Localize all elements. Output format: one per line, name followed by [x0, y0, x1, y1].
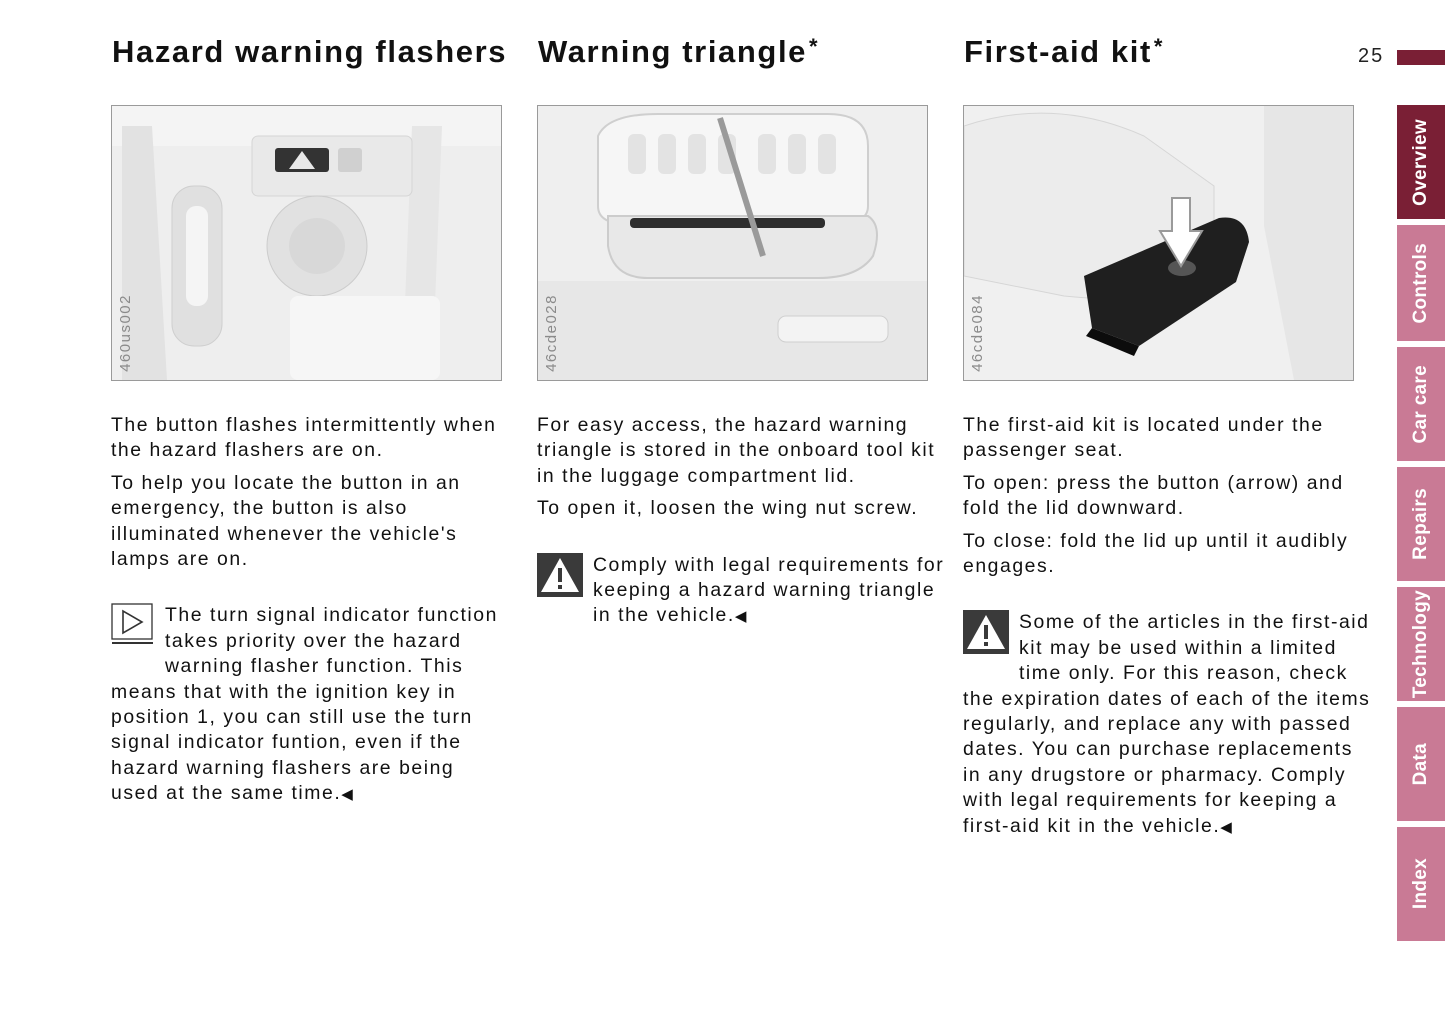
hazard-flashers-text: [111, 413, 509, 815]
image-code: 46cde084: [969, 294, 986, 372]
end-mark-icon: ◀: [341, 786, 355, 804]
first-aid-kit-text: [963, 413, 1375, 847]
note-paragraph: The turn signal indicator function takes priority over the hazard warning flasher function. This means that with the ignition key in position 1, you can still use the turn signal indicator funtion, even if the hazard warning flashers are being used at the same time.◀: [111, 604, 498, 805]
warning-triangle-icon: [537, 553, 583, 604]
body-paragraph: For easy access, the hazard warning triangle is stored in the onboard tool kit in the luggage compartment lid.: [537, 414, 936, 487]
section-title-warning-triangle: Warning triangle*: [538, 34, 820, 69]
section-title-first-aid-kit: First-aid kit*: [964, 34, 1165, 69]
body-paragraph: The first-aid kit is located under the passenger seat.: [963, 414, 1324, 462]
note-paragraph: Some of the articles in the first-aid kit may be used within a limited time only. For this reason, check the expiration dates of each of the items regularly, and replace any with passed dates. You can purchase replacements in any drugstore or pharmacy. Comply with legal requirements for keeping a first-aid kit in the vehicle.◀: [963, 611, 1371, 837]
body-paragraph: The button flashes intermittently when the hazard flashers are on.: [111, 414, 497, 462]
tab-repairs[interactable]: Repairs: [1397, 467, 1445, 581]
tab-technology[interactable]: Technology: [1397, 587, 1445, 701]
tab-index[interactable]: Index: [1397, 827, 1445, 941]
warning-triangle-photo: [537, 105, 928, 381]
tab-overview[interactable]: Overview: [1397, 105, 1445, 219]
page-number: 25: [1358, 45, 1385, 67]
image-code: 46cde028: [543, 294, 560, 372]
warning-triangle-text: [537, 413, 947, 637]
body-paragraph: To help you locate the button in an emergency, the button is also illuminated whenever the vehicle's lamps are on.: [111, 471, 461, 571]
tab-data[interactable]: Data: [1397, 707, 1445, 821]
tab-car-care[interactable]: Car care: [1397, 347, 1445, 461]
body-paragraph: To open: press the button (arrow) and fold the lid downward.: [963, 471, 1344, 520]
body-paragraph: To close: fold the lid up until it audibly engages.: [963, 529, 1349, 578]
end-mark-icon: ◀: [1220, 818, 1234, 836]
image-code: 460us002: [117, 294, 134, 372]
tab-controls[interactable]: Controls: [1397, 225, 1445, 341]
first-aid-kit-photo: [963, 105, 1354, 381]
note-paragraph: Comply with legal requirements for keeping a hazard warning triangle in the vehicle.◀: [537, 553, 947, 630]
section-title-hazard-warning-flashers: Hazard warning flashers: [112, 34, 508, 69]
page-number-bar: [1397, 50, 1445, 65]
hazard-button-photo: [111, 105, 502, 381]
warning-triangle-icon: [963, 610, 1009, 661]
note-arrow-icon: [111, 603, 155, 652]
end-mark-icon: ◀: [734, 608, 748, 626]
body-paragraph: To open it, loosen the wing nut screw.: [537, 497, 919, 520]
